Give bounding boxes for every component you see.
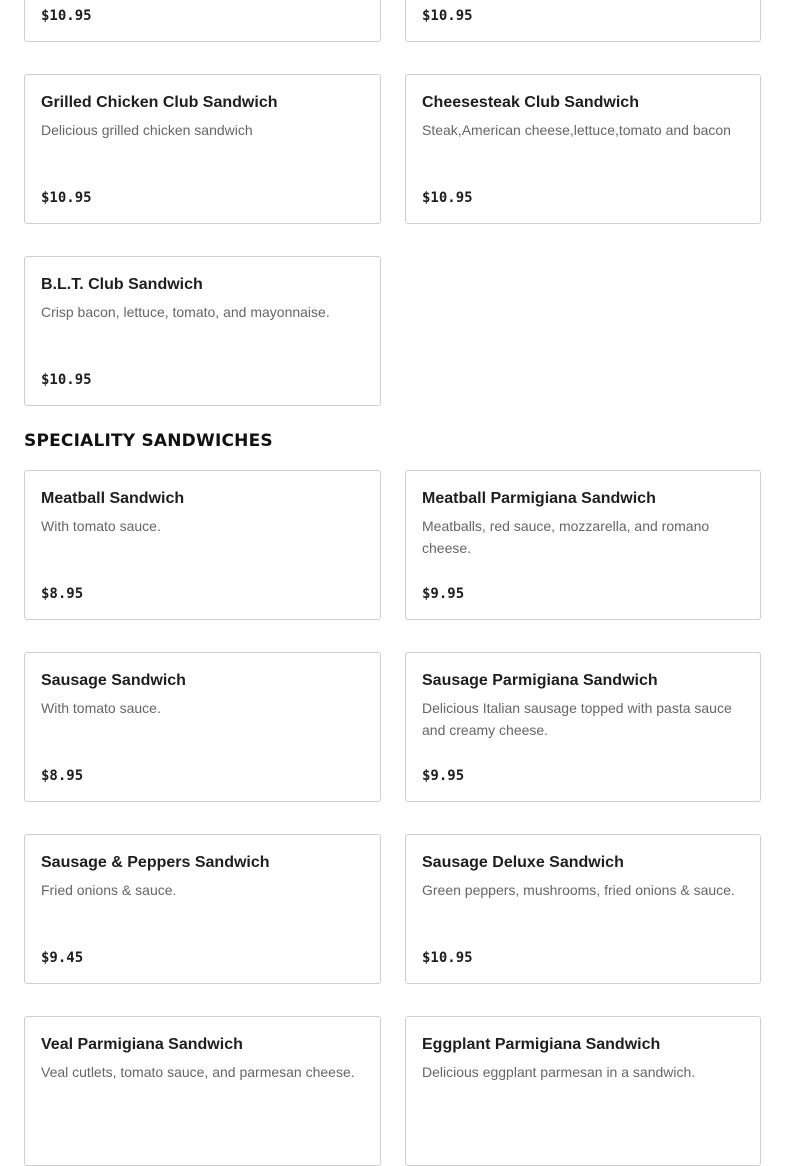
item-title: Meatball Parmigiana Sandwich bbox=[422, 490, 656, 507]
menu-item-card[interactable] bbox=[405, 834, 761, 984]
item-description: Green peppers, mushrooms, fried onions & sauce. bbox=[422, 882, 735, 898]
item-title: Meatball Sandwich bbox=[41, 490, 185, 507]
item-price: $10.95 bbox=[41, 8, 92, 24]
item-title: B.L.T. Club Sandwich bbox=[41, 276, 203, 293]
item-title: Sausage & Peppers Sandwich bbox=[41, 854, 270, 871]
item-title: Sausage Sandwich bbox=[41, 672, 186, 689]
menu-item-card[interactable] bbox=[24, 470, 381, 620]
item-description: Delicious grilled chicken sandwich bbox=[41, 122, 253, 138]
menu-item-card[interactable] bbox=[24, 652, 381, 802]
item-price: $10.95 bbox=[422, 8, 473, 24]
item-description: With tomato sauce. bbox=[41, 700, 161, 716]
menu-item-card[interactable] bbox=[405, 74, 761, 224]
item-price: $9.95 bbox=[422, 586, 465, 602]
menu-item-card[interactable] bbox=[24, 0, 381, 42]
item-title: Cheesesteak Club Sandwich bbox=[422, 94, 639, 111]
item-price: $8.95 bbox=[41, 768, 84, 784]
item-price: $10.95 bbox=[41, 190, 92, 206]
item-description: Delicious eggplant parmesan in a sandwich. bbox=[422, 1064, 696, 1080]
item-price: $8.95 bbox=[41, 586, 84, 602]
menu-item-card[interactable] bbox=[405, 652, 761, 802]
menu-item-card[interactable] bbox=[405, 0, 761, 42]
section-heading: SPECIALITY SANDWICHES bbox=[24, 431, 273, 451]
item-description: Veal cutlets, tomato sauce, and parmesan cheese. bbox=[41, 1064, 355, 1080]
item-description: With tomato sauce. bbox=[41, 518, 161, 534]
item-description: Delicious Italian sausage topped with pasta sauce and creamy cheese. bbox=[422, 700, 732, 738]
menu-item-card[interactable] bbox=[24, 1016, 381, 1166]
item-description: Fried onions & sauce. bbox=[41, 882, 177, 898]
item-description: Meatballs, red sauce, mozzarella, and romano cheese. bbox=[422, 518, 710, 556]
menu-item-card[interactable] bbox=[24, 834, 381, 984]
item-price: $9.95 bbox=[422, 768, 465, 784]
item-price: $10.95 bbox=[422, 950, 473, 966]
item-title: Veal Parmigiana Sandwich bbox=[41, 1036, 243, 1053]
item-description: Steak,American cheese,lettuce,tomato and bacon bbox=[422, 122, 731, 138]
menu-item-card[interactable] bbox=[405, 470, 761, 620]
item-title: Sausage Deluxe Sandwich bbox=[422, 854, 624, 871]
menu-item-card[interactable] bbox=[405, 1016, 761, 1166]
item-title: Sausage Parmigiana Sandwich bbox=[422, 672, 658, 689]
item-price: $9.45 bbox=[41, 950, 84, 966]
item-price: $10.95 bbox=[422, 190, 473, 206]
menu-item-card[interactable] bbox=[24, 256, 381, 406]
item-title: Eggplant Parmigiana Sandwich bbox=[422, 1036, 661, 1053]
item-description: Crisp bacon, lettuce, tomato, and mayonnaise. bbox=[41, 304, 330, 320]
item-price: $10.95 bbox=[41, 372, 92, 388]
menu-item-card[interactable] bbox=[24, 74, 381, 224]
item-title: Grilled Chicken Club Sandwich bbox=[41, 94, 278, 111]
